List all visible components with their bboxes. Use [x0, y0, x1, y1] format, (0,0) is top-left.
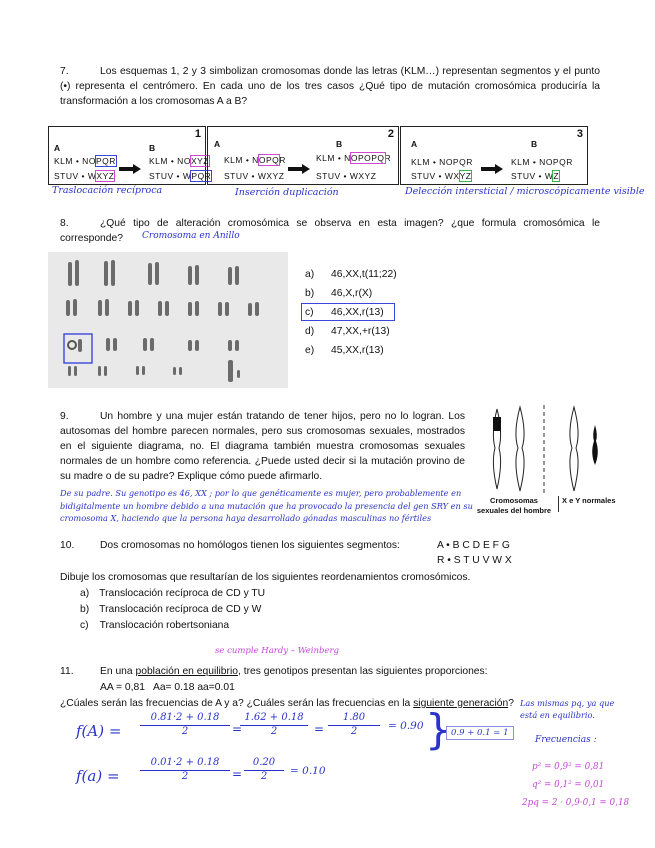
q10-segment-1: A • B C D E F G — [437, 540, 510, 551]
panel-number: 2 — [387, 128, 394, 140]
chrom-b2: STUV • WPQR — [149, 171, 212, 181]
label-a: A — [411, 139, 418, 149]
equals-sign: = — [232, 722, 243, 736]
q10-item-b: b) Translocación recíproca de CD y W — [80, 604, 262, 615]
q11-number: 11. — [60, 666, 74, 677]
label-a: A — [54, 143, 61, 153]
label-a: A — [214, 139, 221, 149]
scheme-panel-2 — [207, 126, 399, 185]
chrom-b2: STUV • WZ — [511, 171, 560, 181]
fA-fraction-2: $\frac{1.62 + 0.18}{2}$ — [240, 712, 308, 737]
chrom-a2: STUV • WXYZ — [54, 171, 115, 181]
q10-number: 10. — [60, 540, 75, 551]
caption-separator — [558, 496, 559, 512]
q11-side-note: Las mismas pq, ya que está en equilibrio. — [520, 698, 615, 720]
q9-handwritten: De su padre. Su genotipo es 46, XX ; por lo que genéticamente es mujer, pero probablemente en bidigitalmente un hombre debido a una mutación que ha provocado la presencia del gen SRY en su cromosoma X, haciendo que la persona haya desarrollado gónadas masculinas no fértiles — [60, 488, 473, 523]
two-pq: 2pq = 2 · 0,9·0,1 = 0,18 — [522, 798, 630, 808]
right-arrow-icon — [288, 164, 310, 174]
sex-chromosome-diagram — [478, 403, 604, 493]
p-squared: p² = 0,9² = 0,81 — [532, 762, 605, 772]
q10-item-c: c) Translocación robertsoniana — [80, 620, 230, 631]
label-b: B — [149, 143, 156, 153]
chrom-a1: KLM • NOPQR — [411, 157, 473, 167]
q7-answer-1: Traslocación recíproca — [52, 185, 163, 196]
chrom-a1: KLM • NOPQR — [54, 156, 116, 166]
q8-text: ¿Qué tipo de alteración cromosómica se observa en esta imagen? ¿que formula cromosómica le corresponde? — [60, 218, 600, 244]
q9-text: Un hombre y una mujer están tratando de tener hijos, pero no lo logran. Los autosomas del hombre parecen normales, pero sus cromosomas sexuales, mostrados en el siguiente diagrama, no. El diagrama también muestra cromosomas sexuales normales de un hombre como referencia. ¿Puede usted decir si la mutación provino de su madre o de su padre? Explique cómo puede afirmarlo. — [60, 411, 465, 482]
q7-answer-2: Inserción duplicación — [235, 187, 339, 198]
right-arrow-icon — [481, 164, 503, 174]
panel-number: 3 — [576, 128, 583, 140]
fA-fraction-1: $\frac{0.81\cdot 2 + 0.18}{2}$ — [140, 712, 230, 737]
fa-label: f(a) = — [76, 767, 120, 785]
q10-instruction: Dibuje los cromosomas que resultarían de los siguientes reordenamientos cromosómicos. — [60, 572, 471, 583]
curly-brace: } — [425, 705, 452, 754]
q11-proportions: AA = 0,81 Aa= 0.18 aa=0.01 — [100, 682, 235, 693]
q10-item-a: a) Translocación recíproca de CD y TU — [80, 588, 266, 599]
q11-note: se cumple Hardy – Weinberg — [215, 646, 339, 656]
scheme-panel-3 — [400, 126, 588, 185]
q-squared: q² = 0,1² = 0,01 — [532, 780, 605, 790]
selected-answer-box — [301, 303, 395, 321]
q11-question: ¿Cúales serán las frecuencias de A y a? ¿Cuáles serán las frecuencias en la siguiente generación? — [60, 698, 514, 709]
scheme-panel-1 — [48, 126, 212, 185]
fa-fraction-1: $\frac{0.01\cdot 2 + 0.18}{2}$ — [140, 757, 230, 782]
label-b: B — [531, 139, 538, 149]
fa-fraction-2: $\frac{0.20}{2}$ — [244, 757, 284, 782]
chrom-b1: KLM • NOPOPQR — [316, 153, 392, 163]
q10-segment-2: R • S T U V W X — [437, 555, 512, 566]
caption-left: Cromosomas sexuales del hombre — [476, 496, 552, 515]
fA-result: = 0.90 — [388, 720, 424, 732]
equals-sign: = — [232, 767, 243, 781]
q7-text: Los esquemas 1, 2 y 3 simbolizan cromosomas donde las letras (KLM…) representan segmentos y el punto (•) representa el centrómero. En cada uno de los tres casos ¿Qué tipo de mutación cromosómica produciría la transformación a los cromosomas A a B? — [60, 66, 600, 107]
q10-text: Dos cromosomas no homólogos tienen los siguientes segmentos: — [100, 540, 400, 551]
q7-number: 7. — [60, 66, 69, 77]
q7-answer-3: Delección intersticial / microscópicamente visible — [405, 186, 645, 197]
chrom-a2: STUV • WXYZ — [224, 171, 285, 181]
q11-text: En una población en equilibrio, tres genotipos presentan las siguientes proporciones: — [100, 666, 488, 677]
label-b: B — [336, 139, 343, 149]
fA-fraction-3: $\frac{1.80}{2}$ — [328, 712, 380, 737]
q11-frequencies-label: Frecuencias : — [535, 735, 597, 745]
equals-sign: = — [314, 722, 325, 736]
chrom-b2: STUV • WXYZ — [316, 171, 377, 181]
panel-number: 1 — [194, 128, 201, 140]
chrom-a2: STUV • WXYZ — [411, 171, 472, 181]
caption-right: X e Y normales — [562, 496, 616, 505]
chrom-a1: KLM • NOPQR — [224, 155, 286, 165]
chrom-b1: KLM • NOXYZ — [149, 156, 209, 166]
fa-result: = 0.10 — [290, 765, 326, 777]
q9-number: 9. — [60, 411, 69, 422]
q8-handwritten: Cromosoma en Anillo — [142, 231, 240, 241]
q11-sum: 0.9 + 0.1 = 1 — [446, 726, 514, 740]
chrom-b1: KLM • NOPQR — [511, 157, 573, 167]
q8-number: 8. — [60, 218, 69, 229]
karyotype-image — [48, 252, 288, 388]
fA-label: f(A) = — [76, 722, 122, 740]
right-arrow-icon — [119, 164, 141, 174]
